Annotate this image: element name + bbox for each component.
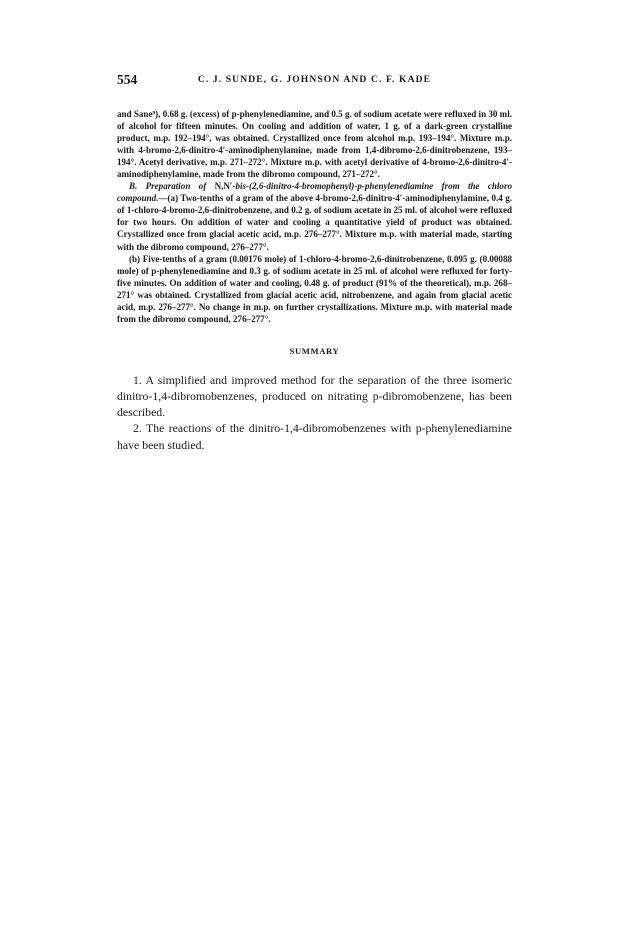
paragraph-text: (b) Five-tenths of a gram (0.00176 mole) of 1-chloro-4-bromo-2,6-dinitrobenzene, 0.095 g. (0.00088 mole) of p-phenylenediamine and 0.3 g. of sodium acetate in 25 ml. of alcohol were refluxed for forty-five minutes. On addition of water and cooling, 0.48 g. of product (91% of the theoretical), m.p. 268–271° was obtained. Crystallized from glacial acetic acid, nitrobenzene, and again from glacial acetic acid, m.p. 276–277°. No change in m.p. on further crystallizations. Mixture m.p. with material made from the dibromo compound, 276–277°.: [117, 253, 512, 324]
summary-heading: SUMMARY: [289, 345, 340, 356]
preparation-b-paragraph: [117, 180, 512, 252]
summary-item-text: 1. A simplified and improved method for the separation of the three isomeric dinitro-1,4-dibromobenzenes, produced on nitrating p-dibromobenzene, has been described.: [117, 372, 512, 420]
preparation-b-part-b-paragraph: [117, 253, 512, 325]
compound-name-italic: bis-(2,6-dinitro-4-bromophenyl)-: [235, 181, 358, 192]
summary-item-text: 2. The reactions of the dinitro-1,4-dibromobenzenes with p-phenylenediamine have been studied.: [117, 421, 512, 452]
compound-name-p: p: [357, 181, 362, 192]
article-body: [117, 108, 512, 453]
paragraph-text: and Sane⁹), 0.68 g. (excess) of p-phenylenediamine, and 0.5 g. of sodium acetate were refluxed in 30 ml. of alcohol for fifteen minutes. On cooling and addition of water, 1 g. of a dark-green crystalline product, m.p. 192–194°, was obtained. Crystallized once from alcohol m.p. 193–194°. Mixture m.p. with 4-bromo-2,6-dinitro-4′-aminodiphenylamine, made from 1,4-dibromo-2,6-dinitrobenzene, 193–194°. Acetyl derivative, m.p. 271–272°. Mixture m.p. with acetyl derivative of 4-bromo-2,6-dinitro-4′-aminodiphenylamine, made from the dibromo compound, 271–272°.: [117, 109, 512, 180]
compound-name-prefix: N,N′-: [214, 181, 236, 192]
summary-item-2: [117, 420, 512, 452]
compound-name-suffix: -phenylenediamine from the chloro compound.: [117, 181, 513, 204]
section-label: B. Preparation of: [129, 181, 207, 192]
summary-item-1: [117, 372, 512, 421]
experimental-paragraph-continued: [117, 108, 512, 180]
page-header: [117, 72, 512, 88]
paragraph-text: —(a) Two-tenths of a gram of the above 4-bromo-2,6-dinitro-4′-aminodiphenylamine, 0.4 g. of 1-chloro-4-bromo-2,6-dinitrobenzene, and 0.2 g. of sodium acetate in 25 ml. of alcohol were refluxed for two hours. On addition of water and cooling a quantitative yield of product was obtained. Crystallized once from glacial acetic acid, m.p. 276–277°. Mixture m.p. with material made, starting with the dibromo compound, 276–277°.: [117, 193, 512, 252]
running-head-authors: C. J. SUNDE, G. JOHNSON AND C. F. KADE: [197, 74, 432, 85]
page-number: 554: [117, 72, 138, 87]
